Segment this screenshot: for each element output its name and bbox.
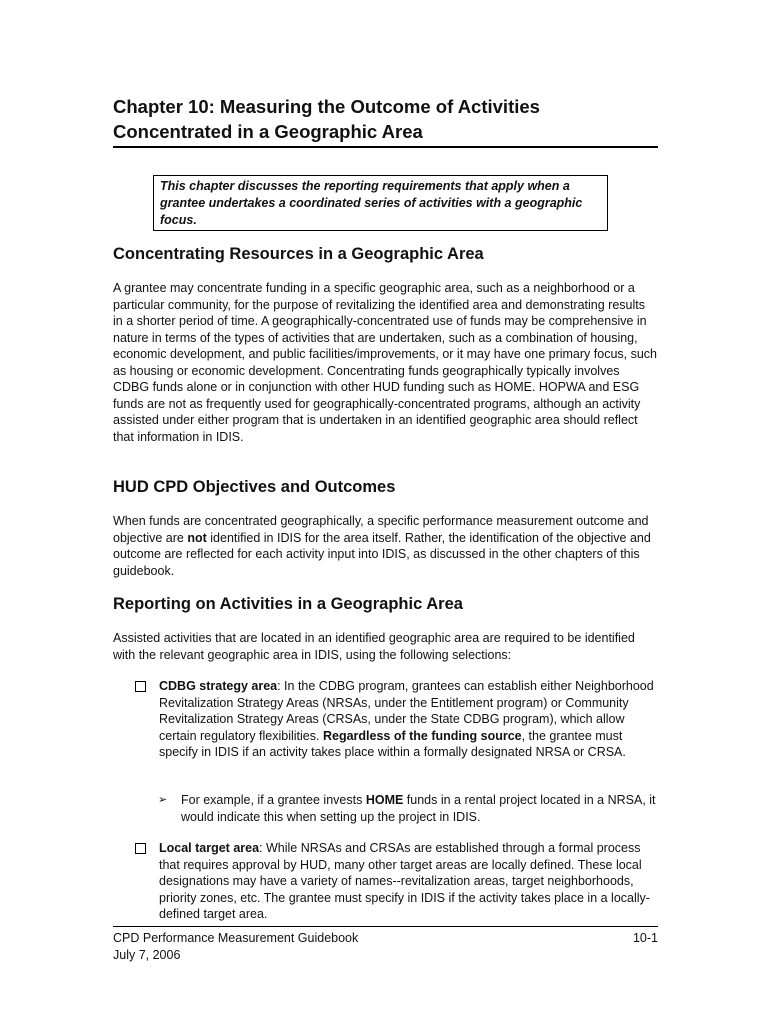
bullet-cdbg-text (159, 678, 658, 761)
bullet-local-label: Local target area (159, 841, 260, 855)
sub-bullet-bold-home: HOME (365, 793, 404, 807)
chapter-summary-box (153, 175, 608, 231)
objectives-text-part1: When funds are concentrated geographically, a specific performance measurement outcome and objective are (113, 514, 649, 545)
bullet-local-target-area (135, 840, 658, 923)
section-body-objectives-outcomes (113, 513, 658, 579)
bullet-cdbg-text-part2: , the grantee must specify in IDIS if an activity takes place within a formally designated NRSA or CRSA. (159, 728, 626, 759)
footer-left (113, 930, 358, 963)
bullet-cdbg-text-part1: : In the CDBG program, grantees can establish either Neighborhood Revitalization Strategy Areas (NRSAs, under the Entitlement program) or Community Revitalization Strategy Areas (CRSAs, under the State CDBG program), which allow certain regulatory flexibilities. (159, 679, 654, 743)
footer-guidebook-title: CPD Performance Measurement Guidebook (113, 931, 359, 945)
bullet-local-text (159, 840, 658, 923)
sub-bullet-home-example (158, 792, 658, 825)
footer-date: July 7, 2006 (113, 947, 181, 962)
bullet-cdbg-strategy-area (135, 678, 658, 761)
sub-bullet-text-part1: For example, if a grantee invests (181, 793, 366, 807)
section-heading-reporting-activities: Reporting on Activities in a Geographic Area (113, 595, 463, 613)
arrow-bullet-icon: ➢ (158, 794, 168, 806)
section-heading-objectives-outcomes: HUD CPD Objectives and Outcomes (113, 478, 396, 496)
objectives-text-part2: identified in IDIS for the area itself. Rather, the identification of the objective and outcome are reflected for each activity input into IDIS, as discussed in the other chapters of this guidebook. (113, 530, 651, 578)
sub-bullet-text (181, 792, 658, 825)
objectives-bold-not: not (187, 530, 207, 545)
bullet-cdbg-label: CDBG strategy area (159, 679, 278, 693)
section-body-concentrating-resources: A grantee may concentrate funding in a specific geographic area, such as a neighborhood or a particular community, for the purpose of revitalizing the identified area and demonstrating results in a shorter period of time. A geographically-concentrated use of funds may be comprehensive in nature in terms of the types of activities that are undertaken, such as a combination of housing, economic development, and public facilities/improvements, or it may have one primary focus, such as housing or economic development. Concentrating funds geographically typically involves CDBG funds alone or in conjunction with other HUD funding such as HOME. HOPWA and ESG funds are not as frequently used for geographically-concentrated programs, although an activity assisted under either program that is undertaken in an identified geographic area should reflect that information in IDIS. (113, 281, 658, 444)
chapter-title (113, 94, 658, 148)
footer-page-number: 10-1 (632, 931, 658, 945)
checkbox-bullet-icon (135, 843, 146, 854)
section-intro-reporting-activities: Assisted activities that are located in an identified geographic area are required to be identified with the relevant geographic area in IDIS, using the following selections: (113, 631, 635, 662)
chapter-summary-text: This chapter discusses the reporting requirements that apply when a grantee undertakes a coordinated series of activities with a geographic focus. (160, 179, 583, 227)
chapter-title-line2: Concentrated in a Geographic Area (113, 121, 423, 142)
bullet-cdbg-bold-phrase: Regardless of the funding source (322, 728, 522, 743)
bullet-local-body: : While NRSAs and CRSAs are established through a formal process that requires approval by HUD, many other target areas are locally defined. These local designations may have a variety of names--revitalization areas, target neighborhoods, priority zones, etc. The grantee must specify in IDIS if the activity takes place in a locally-defined target area. (159, 841, 650, 921)
section-heading-concentrating-resources: Concentrating Resources in a Geographic Area (113, 245, 484, 263)
sub-bullet-text-part2: funds in a rental project located in a NRSA, it would indicate this when setting up the project in IDIS. (181, 793, 656, 824)
chapter-title-line1: Chapter 10: Measuring the Outcome of Activities (113, 96, 540, 117)
checkbox-bullet-icon (135, 681, 146, 692)
footer-divider (113, 926, 658, 927)
